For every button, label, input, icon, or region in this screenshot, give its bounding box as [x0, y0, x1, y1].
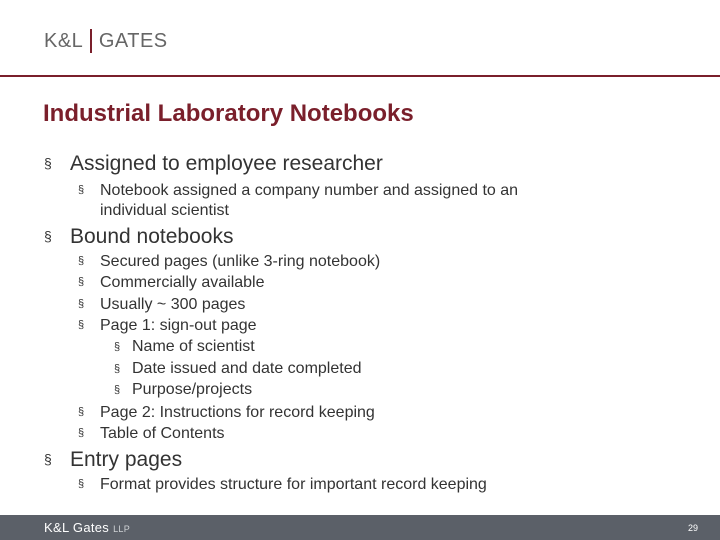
bullet-item: [114, 381, 252, 399]
bullet-marker: §: [78, 478, 85, 490]
slide-title: Industrial Laboratory Notebooks: [43, 100, 414, 127]
bullet-item: [44, 225, 233, 249]
bullet-marker: §: [78, 319, 85, 331]
firm-logo: [44, 30, 168, 52]
bullet-item: [78, 403, 375, 423]
footer-bar: [0, 515, 720, 540]
bullet-item: [114, 338, 255, 356]
footer-brand-llp: LLP: [113, 524, 131, 534]
bullet-item: [78, 252, 380, 272]
bullet-text: Commercially available: [100, 274, 265, 291]
bullet-text: Secured pages (unlike 3-ring notebook): [100, 253, 381, 270]
bullet-text-continued: individual scientist: [100, 202, 229, 219]
bullet-marker: §: [78, 255, 85, 267]
bullet-item: [78, 475, 487, 495]
bullet-text: Purpose/projects: [132, 381, 253, 398]
bullet-text: Date issued and date completed: [132, 360, 362, 377]
bullet-text: Assigned to employee researcher: [70, 152, 383, 175]
bullet-marker: §: [44, 228, 52, 244]
bullet-marker: §: [114, 384, 121, 396]
bullet-marker: §: [44, 155, 52, 171]
bullet-marker: §: [44, 451, 52, 467]
logo-divider: [90, 29, 92, 53]
bullet-text: Entry pages: [70, 448, 183, 471]
bullet-marker: §: [78, 298, 85, 310]
footer-brand: [44, 520, 130, 535]
bullet-text: Table of Contents: [100, 425, 225, 442]
bullet-item: [78, 295, 245, 315]
bullet-text: Usually ~ 300 pages: [100, 296, 246, 313]
bullet-text: Page 2: Instructions for record keeping: [100, 404, 375, 421]
bullet-item: [78, 181, 518, 221]
bullet-marker: §: [78, 406, 85, 418]
bullet-marker: §: [78, 184, 85, 196]
logo-left-text: K&L: [44, 29, 84, 52]
bullet-item: [44, 448, 182, 472]
bullet-text: Page 1: sign-out page: [100, 317, 257, 334]
logo-right-text: GATES: [98, 29, 168, 52]
bullet-item: [114, 360, 361, 378]
footer-brand-name: K&L Gates: [44, 520, 110, 535]
bullet-marker: §: [78, 276, 85, 288]
bullet-marker: §: [114, 341, 121, 353]
bullet-text: Bound notebooks: [70, 225, 234, 248]
bullet-marker: §: [78, 427, 85, 439]
bullet-marker: §: [114, 363, 121, 375]
bullet-text: Format provides structure for important record keeping: [100, 476, 487, 493]
bullet-item: [78, 424, 225, 444]
bullet-item: [78, 273, 265, 293]
page-number: 29: [687, 523, 698, 533]
bullet-item: [44, 152, 383, 176]
bullet-text: Name of scientist: [132, 338, 255, 355]
bullet-text: Notebook assigned a company number and assigned to an: [100, 182, 519, 199]
bullet-item: [78, 316, 257, 336]
header-rule: [0, 75, 720, 77]
